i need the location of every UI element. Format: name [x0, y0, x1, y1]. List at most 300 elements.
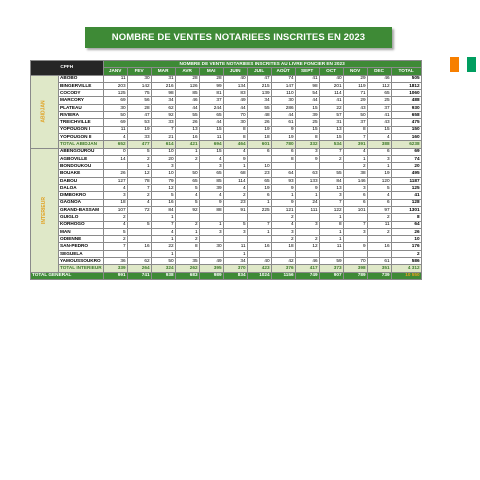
table-row — [31, 155, 422, 162]
grand-total-cell: 989 — [199, 272, 223, 279]
value-cell: 65 — [199, 112, 223, 119]
header-row-1 — [31, 61, 422, 68]
ivory-coast-flag-icon — [450, 57, 476, 72]
value-cell: 2 — [127, 155, 151, 162]
value-cell: 55 — [319, 170, 343, 177]
row-total-cell: 1187 — [391, 177, 421, 184]
value-cell: 6 — [247, 148, 271, 155]
city-name: RIVIERA — [58, 112, 103, 119]
value-cell: 44 — [175, 104, 199, 111]
value-cell: 46 — [295, 258, 319, 265]
value-cell: 3 — [367, 155, 391, 162]
value-cell — [343, 214, 367, 221]
row-total-cell: 8 — [391, 214, 421, 221]
value-cell: 4 — [223, 185, 247, 192]
value-cell: 42 — [271, 258, 295, 265]
value-cell: 2 — [319, 155, 343, 162]
column-header-fev: FEV — [127, 68, 151, 75]
value-cell: 37 — [367, 104, 391, 111]
subtotal-row — [31, 141, 422, 148]
value-cell: 39 — [199, 185, 223, 192]
grand-total-cell: 938 — [151, 272, 175, 279]
value-cell: 39 — [295, 112, 319, 119]
city-name: MAN — [58, 228, 103, 235]
city-name: MARCORY — [58, 97, 103, 104]
subtotal-cell: 395 — [199, 265, 223, 272]
value-cell: 11 — [367, 221, 391, 228]
column-header-mai: MAI — [199, 68, 223, 75]
value-cell: 3 — [223, 228, 247, 235]
value-cell: 92 — [151, 112, 175, 119]
value-cell — [343, 236, 367, 243]
value-cell — [295, 228, 319, 235]
city-name: SEGUELA — [58, 250, 103, 257]
value-cell: 93 — [271, 177, 295, 184]
value-cell: 2 — [367, 214, 391, 221]
value-cell: 78 — [127, 177, 151, 184]
value-cell: 18 — [103, 199, 127, 206]
subtotal-cell: 421 — [175, 141, 199, 148]
value-cell: 2 — [175, 155, 199, 162]
value-cell: 33 — [151, 119, 175, 126]
value-cell — [127, 228, 151, 235]
value-cell: 7 — [151, 221, 175, 228]
value-cell: 7 — [343, 221, 367, 228]
value-cell: 15 — [199, 126, 223, 133]
value-cell: 44 — [223, 104, 247, 111]
value-cell: 34 — [223, 258, 247, 265]
subtotal-cell: 373 — [319, 265, 343, 272]
value-cell: 8 — [343, 126, 367, 133]
value-cell: 21 — [151, 133, 175, 140]
value-cell — [127, 236, 151, 243]
value-cell: 8 — [295, 133, 319, 140]
value-cell: 5 — [367, 185, 391, 192]
value-cell: 225 — [247, 206, 271, 213]
value-cell — [295, 250, 319, 257]
value-cell: 62 — [151, 104, 175, 111]
city-name: DABOU — [58, 177, 103, 184]
value-cell: 1 — [319, 236, 343, 243]
value-cell: 19 — [367, 170, 391, 177]
value-cell: 121 — [271, 206, 295, 213]
value-cell: 40 — [223, 75, 247, 82]
value-cell: 50 — [151, 258, 175, 265]
value-cell: 9 — [271, 126, 295, 133]
value-cell: 1 — [223, 163, 247, 170]
value-cell: 1 — [127, 163, 151, 170]
table-row — [31, 148, 422, 155]
value-cell: 1 — [367, 163, 391, 170]
value-cell: 120 — [367, 177, 391, 184]
value-cell — [199, 250, 223, 257]
column-header-nov: NOV — [343, 68, 367, 75]
value-cell: 30 — [103, 104, 127, 111]
subtotal-cell: 264 — [127, 265, 151, 272]
value-cell: 26 — [103, 170, 127, 177]
value-cell: 40 — [247, 258, 271, 265]
city-name: YOPOUGON II — [58, 133, 103, 140]
value-cell: 47 — [127, 112, 151, 119]
subtotal-cell: 391 — [343, 141, 367, 148]
grand-total-cell: 739 — [367, 272, 391, 279]
title-banner — [85, 27, 392, 48]
table-row — [31, 206, 422, 213]
value-cell: 4 — [103, 221, 127, 228]
value-cell: 98 — [295, 82, 319, 89]
subtotal-row — [31, 265, 422, 272]
subtotal-cell: 376 — [271, 265, 295, 272]
table-row — [31, 170, 422, 177]
value-cell: 125 — [103, 90, 127, 97]
value-cell: 10 — [151, 170, 175, 177]
value-cell: 30 — [199, 243, 223, 250]
value-cell: 107 — [103, 206, 127, 213]
value-cell: 3 — [319, 192, 343, 199]
value-cell — [223, 214, 247, 221]
value-cell: 12 — [295, 243, 319, 250]
row-total-cell: 128 — [391, 199, 421, 206]
value-cell: 22 — [319, 104, 343, 111]
value-cell: 28 — [199, 75, 223, 82]
value-cell: 1 — [175, 148, 199, 155]
value-cell: 71 — [343, 90, 367, 97]
value-cell: 4 — [367, 133, 391, 140]
value-cell: 8 — [271, 155, 295, 162]
value-cell: 4 — [343, 148, 367, 155]
value-cell: 53 — [127, 119, 151, 126]
value-cell — [175, 214, 199, 221]
subtotal-cell: 780 — [271, 141, 295, 148]
value-cell — [127, 250, 151, 257]
value-cell: 4 — [103, 185, 127, 192]
city-name: DALOA — [58, 185, 103, 192]
value-cell — [295, 214, 319, 221]
value-cell: 4 — [271, 221, 295, 228]
value-cell: 57 — [319, 112, 343, 119]
value-cell: 216 — [151, 82, 175, 89]
grand-total-cell: 749 — [295, 272, 319, 279]
value-cell: 3 — [199, 228, 223, 235]
row-total-cell: 160 — [391, 133, 421, 140]
value-cell: 1 — [247, 199, 271, 206]
value-cell: 5 — [151, 192, 175, 199]
subtotal-cell: 324 — [151, 265, 175, 272]
row-total-cell: 64 — [391, 221, 421, 228]
row-total-cell: 176 — [391, 243, 421, 250]
value-cell: 19 — [247, 185, 271, 192]
column-header-juil: JUIL — [247, 68, 271, 75]
column-header-dec: DEC — [367, 68, 391, 75]
value-cell: 8 — [223, 126, 247, 133]
value-cell — [247, 236, 271, 243]
value-cell: 5 — [103, 228, 127, 235]
value-cell: 5 — [127, 148, 151, 155]
value-cell: 126 — [175, 82, 199, 89]
value-cell: 16 — [127, 243, 151, 250]
value-cell: 68 — [223, 170, 247, 177]
value-cell: 122 — [319, 206, 343, 213]
table-row — [31, 126, 422, 133]
value-cell: 56 — [127, 97, 151, 104]
value-cell: 112 — [367, 82, 391, 89]
table-row — [31, 199, 422, 206]
value-cell — [343, 250, 367, 257]
city-name: BONDOUKOU — [58, 163, 103, 170]
value-cell: 35 — [175, 258, 199, 265]
value-cell: 65 — [247, 177, 271, 184]
value-cell: 2 — [103, 214, 127, 221]
row-total-cell: 488 — [391, 97, 421, 104]
column-header-janv: JANV — [103, 68, 127, 75]
value-cell: 3 — [343, 228, 367, 235]
value-cell: 15 — [199, 148, 223, 155]
value-cell: 91 — [223, 206, 247, 213]
table-row — [31, 236, 422, 243]
grand-total-cell: 991 — [103, 272, 127, 279]
value-cell: 11 — [103, 75, 127, 82]
row-total-cell: 41 — [391, 192, 421, 199]
row-total-cell: 1301 — [391, 206, 421, 213]
table-row — [31, 82, 422, 89]
value-cell — [247, 250, 271, 257]
value-cell: 79 — [151, 177, 175, 184]
value-cell: 18 — [271, 243, 295, 250]
value-cell: 46 — [175, 97, 199, 104]
value-cell: 7 — [319, 199, 343, 206]
value-cell: 46 — [367, 75, 391, 82]
table-row — [31, 163, 422, 170]
value-cell: 15 — [367, 126, 391, 133]
subtotal-cell: 4 312 — [391, 265, 421, 272]
value-cell — [247, 214, 271, 221]
value-cell: 9 — [223, 155, 247, 162]
value-cell: 7 — [343, 133, 367, 140]
city-name: ABOBO — [58, 75, 103, 82]
value-cell: 72 — [127, 206, 151, 213]
value-cell: 61 — [271, 119, 295, 126]
value-cell: 1 — [223, 250, 247, 257]
value-cell: 9 — [295, 185, 319, 192]
value-cell: 20 — [151, 155, 175, 162]
value-cell: 25 — [367, 97, 391, 104]
value-cell: 15 — [295, 104, 319, 111]
city-name: ODIENNE — [58, 236, 103, 243]
value-cell: 54 — [295, 90, 319, 97]
table-row — [31, 214, 422, 221]
table-row — [31, 221, 422, 228]
value-cell: 30 — [271, 97, 295, 104]
value-cell: 2 — [175, 221, 199, 228]
row-total-cell: 495 — [391, 170, 421, 177]
row-total-cell: 930 — [391, 104, 421, 111]
value-cell: 55 — [247, 104, 271, 111]
value-cell: 84 — [319, 177, 343, 184]
value-cell: 5 — [223, 221, 247, 228]
value-cell: 7 — [103, 243, 127, 250]
value-cell: 33 — [127, 133, 151, 140]
value-cell — [367, 250, 391, 257]
subtotal-cell: 332 — [295, 141, 319, 148]
value-cell: 139 — [247, 90, 271, 97]
value-cell: 6 — [343, 192, 367, 199]
subtotal-cell: 262 — [175, 265, 199, 272]
value-cell: 25 — [295, 119, 319, 126]
subtotal-cell: 351 — [367, 265, 391, 272]
subtotal-cell: 423 — [247, 265, 271, 272]
value-cell: 101 — [343, 206, 367, 213]
value-cell: 2 — [175, 236, 199, 243]
value-cell: 3 — [271, 228, 295, 235]
subtotal-cell: 339 — [103, 265, 127, 272]
sales-table — [30, 60, 422, 280]
value-cell: 9 — [199, 199, 223, 206]
value-cell: 70 — [343, 258, 367, 265]
city-name: TREICHVILLE — [58, 119, 103, 126]
value-cell — [271, 163, 295, 170]
value-cell: 1 — [319, 214, 343, 221]
value-cell — [175, 250, 199, 257]
value-cell: 2 — [127, 192, 151, 199]
table-row — [31, 228, 422, 235]
city-name: SAN-PEDRO — [58, 243, 103, 250]
row-total-cell: 20 — [391, 163, 421, 170]
value-cell: 114 — [223, 177, 247, 184]
value-cell: 5 — [175, 199, 199, 206]
value-cell: 12 — [127, 170, 151, 177]
value-cell: 111 — [295, 206, 319, 213]
value-cell — [319, 163, 343, 170]
value-cell: 1 — [319, 228, 343, 235]
value-cell: 127 — [103, 177, 127, 184]
subtotal-cell: 417 — [295, 265, 319, 272]
table-row — [31, 192, 422, 199]
value-cell: 2 — [103, 236, 127, 243]
row-total-cell: 10 — [391, 236, 421, 243]
value-cell: 30 — [127, 75, 151, 82]
value-cell: 142 — [127, 82, 151, 89]
value-cell: 147 — [271, 82, 295, 89]
flag-stripe-white — [459, 57, 468, 72]
value-cell: 34 — [247, 97, 271, 104]
value-cell: 6 — [343, 199, 367, 206]
value-cell: 3 — [295, 221, 319, 228]
table-row — [31, 119, 422, 126]
value-cell: 8 — [319, 221, 343, 228]
city-name: GRAND-BASSAM — [58, 206, 103, 213]
city-name: GUIGLO — [58, 214, 103, 221]
value-cell: 2 — [223, 192, 247, 199]
value-cell: 3 — [295, 148, 319, 155]
row-total-cell: 505 — [391, 75, 421, 82]
value-cell: 5 — [127, 221, 151, 228]
subtotal-cell: 614 — [151, 141, 175, 148]
value-cell: 9 — [343, 243, 367, 250]
value-cell: 1 — [271, 192, 295, 199]
value-cell: 16 — [175, 133, 199, 140]
value-cell: 23 — [223, 199, 247, 206]
value-cell: 97 — [367, 206, 391, 213]
value-cell: 16 — [367, 243, 391, 250]
value-cell: 13 — [319, 126, 343, 133]
value-cell: 4 — [223, 148, 247, 155]
value-cell: 7 — [247, 221, 271, 228]
table-row — [31, 177, 422, 184]
row-total-cell: 26 — [391, 228, 421, 235]
region-label-text: INTERIEUR — [40, 196, 47, 224]
value-cell: 30 — [223, 119, 247, 126]
subtotal-cell: 477 — [127, 141, 151, 148]
city-name: AGBOVILLE — [58, 155, 103, 162]
value-cell: 1 — [199, 221, 223, 228]
value-cell: 84 — [151, 206, 175, 213]
value-cell: 43 — [367, 119, 391, 126]
city-name: GAGNOA — [58, 199, 103, 206]
value-cell: 19 — [271, 133, 295, 140]
value-cell: 1 — [151, 250, 175, 257]
row-total-cell: 1060 — [391, 90, 421, 97]
value-cell: 85 — [175, 90, 199, 97]
value-cell: 26 — [247, 119, 271, 126]
page-title: NOMBRE DE VENTES NOTARIEES INSCRITES EN 2023 — [111, 32, 366, 43]
grand-total-value: 10 550 — [391, 272, 421, 279]
value-cell — [199, 214, 223, 221]
subtotal-cell: 601 — [247, 141, 271, 148]
grand-total-label: TOTAL GENERAL — [31, 272, 104, 279]
value-cell: 99 — [199, 82, 223, 89]
subtotal-label: TOTAL ABIDJAN — [58, 141, 103, 148]
value-cell — [175, 163, 199, 170]
value-cell: 43 — [343, 104, 367, 111]
value-cell: 2 — [367, 228, 391, 235]
value-cell: 4 — [151, 228, 175, 235]
subtotal-cell: 388 — [367, 141, 391, 148]
grand-total-cell: 1024 — [247, 272, 271, 279]
flag-stripe-orange — [450, 57, 459, 72]
city-name: YOPOUGON I — [58, 126, 103, 133]
column-header-juin: JUIN — [223, 68, 247, 75]
value-cell: 7 — [151, 126, 175, 133]
corner-label: CPFH — [31, 61, 104, 76]
table-row — [31, 250, 422, 257]
value-cell: 44 — [271, 112, 295, 119]
value-cell: 41 — [319, 97, 343, 104]
value-cell: 55 — [175, 112, 199, 119]
value-cell: 2 — [271, 236, 295, 243]
value-cell: 50 — [343, 112, 367, 119]
value-cell: 286 — [271, 104, 295, 111]
value-cell: 11 — [319, 243, 343, 250]
value-cell: 48 — [247, 112, 271, 119]
value-cell: 18 — [247, 133, 271, 140]
region-label-interieur — [31, 148, 59, 272]
column-header-août: AOÛT — [271, 68, 295, 75]
value-cell: 13 — [319, 185, 343, 192]
value-cell — [103, 163, 127, 170]
value-cell: 59 — [319, 258, 343, 265]
subtotal-cell: 398 — [343, 265, 367, 272]
value-cell — [103, 250, 127, 257]
value-cell: 47 — [247, 75, 271, 82]
value-cell: 38 — [343, 170, 367, 177]
row-total-cell: 2 — [391, 250, 421, 257]
region-label-abidjan — [31, 75, 59, 148]
value-cell: 10 — [151, 148, 175, 155]
table-row — [31, 97, 422, 104]
value-cell: 41 — [295, 75, 319, 82]
value-cell — [223, 236, 247, 243]
value-cell: 41 — [367, 112, 391, 119]
